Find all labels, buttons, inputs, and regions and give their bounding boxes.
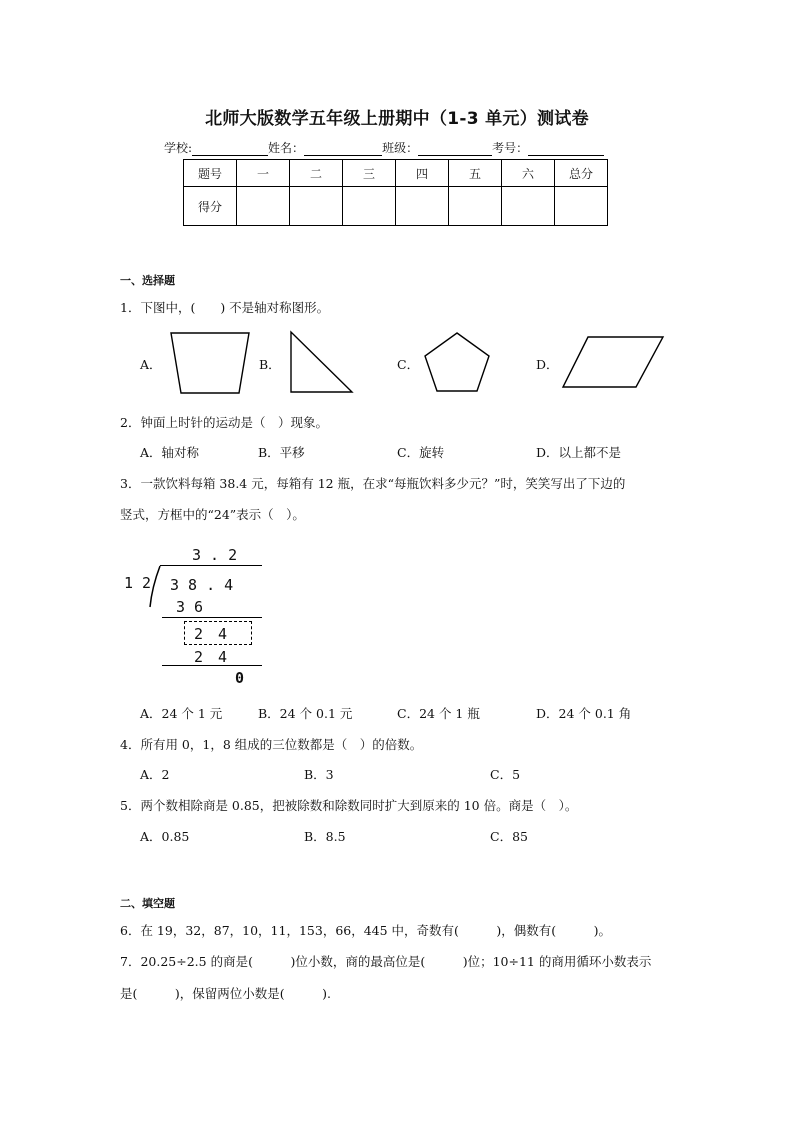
division-line-2	[162, 665, 262, 666]
score-header-cell: 题号	[184, 160, 237, 187]
question-4-text: 4．所有用 0，1，8 组成的三位数都是（ ）的倍数。	[120, 737, 423, 752]
score-header-cell: 六	[502, 160, 555, 187]
division-divisor: 1 2	[124, 574, 152, 592]
class-label: 班级：	[382, 141, 419, 155]
section-heading-choice: 一、选择题	[120, 274, 175, 287]
score-cell[interactable]	[290, 187, 343, 226]
score-row-label: 得分	[184, 187, 237, 226]
score-header-cell: 三	[343, 160, 396, 187]
school-label: 学校:	[164, 141, 193, 155]
q1-option-b-label: B．	[259, 357, 281, 372]
q4-option-c: C．5	[490, 767, 521, 782]
score-table	[183, 159, 608, 226]
long-division-figure	[118, 540, 268, 692]
score-header-cell: 总分	[555, 160, 608, 187]
exam-no-label: 考号：	[492, 141, 529, 155]
division-step2: 2 4	[194, 648, 228, 666]
score-header-cell: 四	[396, 160, 449, 187]
score-cell[interactable]	[449, 187, 502, 226]
q2-option-b: B．平移	[258, 445, 305, 460]
question-6-text: 6．在 19，32，87，10，11，153，66，445 中，奇数有( )，偶数有( )。	[120, 923, 612, 938]
q5-option-a: A．0.85	[140, 829, 190, 844]
score-header-cell: 二	[290, 160, 343, 187]
question-2-text: 2．钟面上时针的运动是（ ）现象。	[120, 415, 328, 430]
q1-option-c-label: C．	[397, 357, 420, 372]
question-7-text-line2: 是( )，保留两位小数是( ).	[120, 986, 331, 1001]
q3-option-d: D．24 个 0.1 角	[536, 706, 632, 721]
division-step1: 3 6	[176, 598, 204, 616]
score-cell[interactable]	[237, 187, 290, 226]
name-label: 姓名：	[268, 141, 305, 155]
q3-option-c: C．24 个 1 瓶	[397, 706, 480, 721]
score-header-cell: 五	[449, 160, 502, 187]
q5-option-c: C．85	[490, 829, 528, 844]
score-cell[interactable]	[396, 187, 449, 226]
division-remainder: 0	[235, 669, 245, 687]
trapezoid-icon	[168, 330, 252, 396]
class-field[interactable]	[418, 143, 492, 156]
q2-option-c: C．旋转	[397, 445, 445, 460]
parallelogram-icon	[560, 334, 666, 390]
score-table-header-row	[184, 160, 608, 187]
school-field[interactable]	[192, 143, 268, 156]
q3-option-a: A．24 个 1 元	[140, 706, 223, 721]
right-triangle-icon	[288, 329, 356, 395]
q2-option-a: A．轴对称	[140, 445, 200, 460]
q4-option-a: A．2	[140, 767, 170, 782]
q1-option-a-label: A．	[140, 357, 162, 372]
division-bar	[160, 565, 262, 566]
page-title: 北师大版数学五年级上册期中（1-3 单元）测试卷	[205, 109, 589, 129]
name-field[interactable]	[304, 143, 382, 156]
division-boxed-value: 2 4	[194, 625, 228, 643]
score-cell[interactable]	[502, 187, 555, 226]
question-1-text: 1．下图中，( ) 不是轴对称图形。	[120, 300, 330, 315]
score-header-cell: 一	[237, 160, 290, 187]
score-cell[interactable]	[343, 187, 396, 226]
q4-option-b: B．3	[304, 767, 334, 782]
division-dividend: 3 8 . 4	[170, 576, 234, 594]
score-cell[interactable]	[555, 187, 608, 226]
q3-option-b: B．24 个 0.1 元	[258, 706, 353, 721]
pentagon-icon	[422, 330, 492, 394]
q2-option-d: D．以上都不是	[536, 445, 622, 460]
question-3-text-line1: 3．一款饮料每箱 38.4 元，每箱有 12 瓶，在求“每瓶饮料多少元？”时，笑笑写出了下边的	[120, 476, 626, 491]
division-line-1	[162, 617, 262, 618]
question-7-text-line1: 7．20.25÷2.5 的商是( )位小数，商的最高位是( )位；10÷11 的商用循环小数表示	[120, 954, 652, 969]
section-heading-fill: 二、填空题	[120, 897, 175, 910]
exam-no-field[interactable]	[528, 143, 604, 156]
score-table-score-row	[184, 187, 608, 226]
division-quotient: 3 . 2	[192, 546, 238, 564]
q5-option-b: B．8.5	[304, 829, 346, 844]
q1-option-d-label: D．	[536, 357, 559, 372]
student-info-line	[164, 139, 604, 156]
question-3-text-line2: 竖式，方框中的“24”表示（ ）。	[120, 507, 305, 522]
question-5-text: 5．两个数相除商是 0.85，把被除数和除数同时扩大到原来的 10 倍。商是（ ）。	[120, 798, 578, 813]
